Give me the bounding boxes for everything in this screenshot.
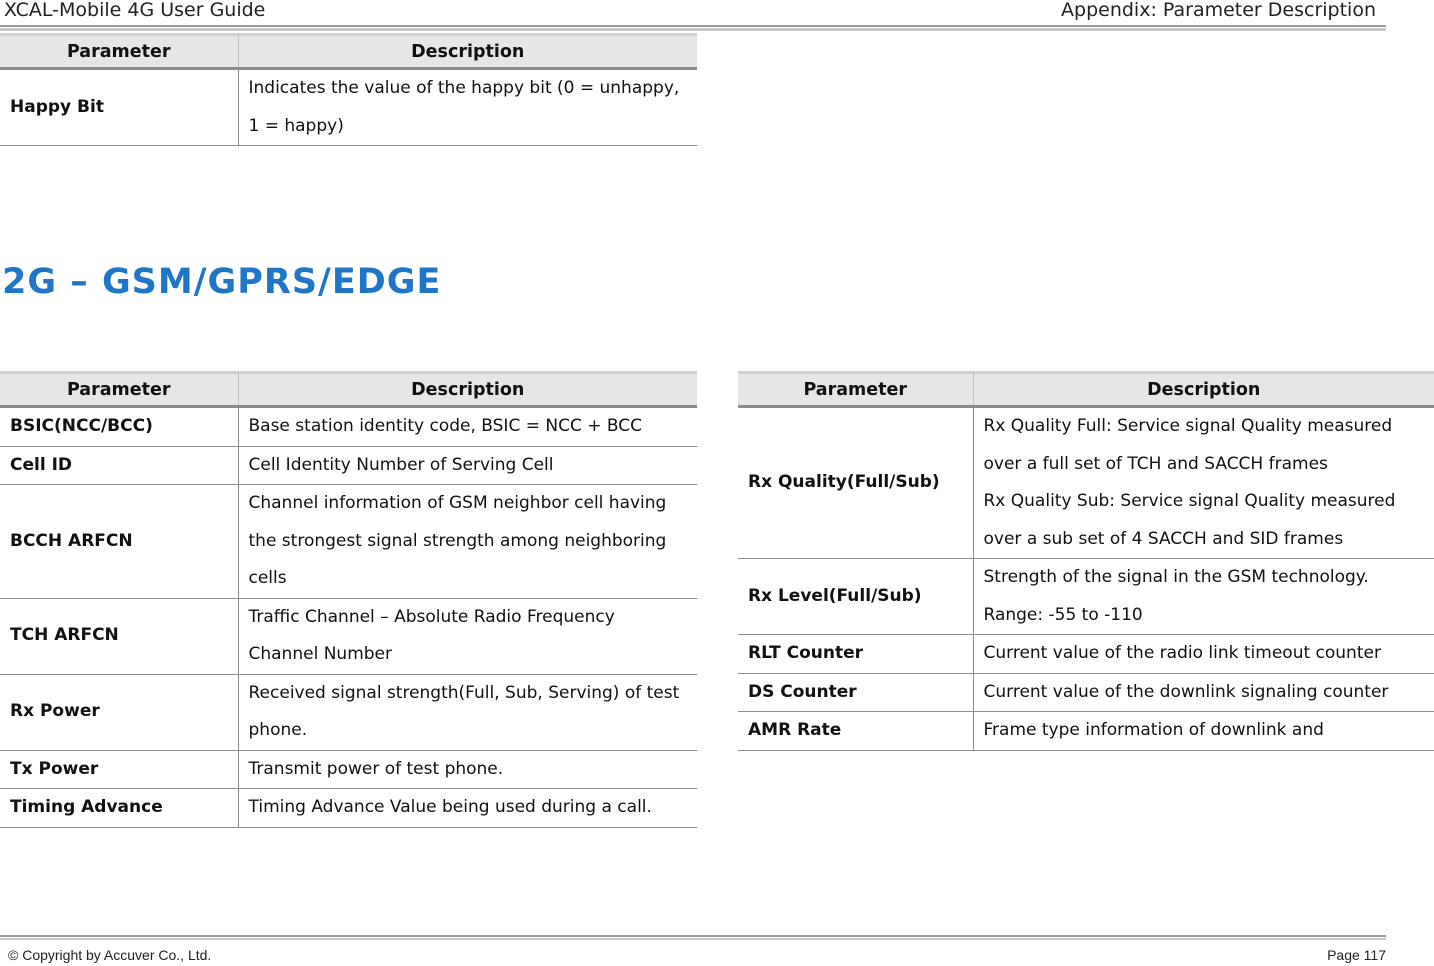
- parameter-description: Base station identity code, BSIC = NCC + BCC: [238, 407, 697, 447]
- table-row: [738, 635, 1434, 674]
- parameter-description: Indicates the value of the happy bit (0 = unhappy, 1 = happy): [238, 69, 697, 146]
- table-row: [0, 750, 697, 789]
- parameter-name: Cell ID: [0, 446, 238, 485]
- parameter-name: Tx Power: [0, 750, 238, 789]
- parameter-name: TCH ARFCN: [0, 598, 238, 674]
- description-line: Range: -55 to -110: [983, 604, 1143, 625]
- section-heading: 2G – GSM/GPRS/EDGE: [2, 262, 442, 302]
- parameter-name: Rx Power: [0, 674, 238, 750]
- column-header-description: Description: [238, 373, 697, 407]
- table-row: [0, 598, 697, 674]
- column-header-description: Description: [973, 373, 1434, 407]
- parameter-description: Received signal strength(Full, Sub, Serving) of test phone.: [238, 674, 697, 750]
- column-header-description: Description: [238, 35, 697, 69]
- parameter-description: Frame type information of downlink and: [973, 712, 1434, 751]
- page-header: [0, 0, 1386, 26]
- parameter-description: [973, 407, 1434, 559]
- table-row: [0, 407, 697, 447]
- parameter-name: DS Counter: [738, 673, 973, 712]
- header-divider: [0, 25, 1386, 27]
- parameter-description: Current value of the downlink signaling counter: [973, 673, 1434, 712]
- parameter-name: RLT Counter: [738, 635, 973, 674]
- table-header-row: [738, 373, 1434, 407]
- description-line: Rx Quality Full: Service signal Quality measured over a full set of TCH and SACCH frames: [983, 416, 1393, 474]
- happy-bit-table: [0, 33, 697, 146]
- table-row: [0, 674, 697, 750]
- parameter-name: AMR Rate: [738, 712, 973, 751]
- parameter-name: Timing Advance: [0, 789, 238, 828]
- table-header-row: [0, 373, 697, 407]
- footer-divider-shadow: [0, 938, 1386, 940]
- column-header-parameter: Parameter: [0, 35, 238, 69]
- table-row: [0, 789, 697, 828]
- table-row: [738, 559, 1434, 635]
- parameter-name: BSIC(NCC/BCC): [0, 407, 238, 447]
- footer-page-number: Page 117: [1327, 947, 1386, 963]
- parameter-description: [973, 559, 1434, 635]
- table-row: [0, 485, 697, 599]
- gsm-parameter-table-right: [738, 371, 1434, 751]
- header-divider-shadow: [0, 28, 1386, 31]
- parameter-name: BCCH ARFCN: [0, 485, 238, 599]
- parameter-description: Transmit power of test phone.: [238, 750, 697, 789]
- parameter-description: Timing Advance Value being used during a call.: [238, 789, 697, 828]
- parameter-description: Current value of the radio link timeout counter: [973, 635, 1434, 674]
- gsm-parameter-table-left: [0, 371, 697, 828]
- parameter-name: Rx Quality(Full/Sub): [738, 407, 973, 559]
- table-row: [738, 712, 1434, 751]
- table-row: [0, 69, 697, 146]
- header-doc-title: XCAL-Mobile 4G User Guide: [4, 0, 266, 21]
- description-line: Rx Quality Sub: Service signal Quality measured over a sub set of 4 SACCH and SID frames: [983, 491, 1396, 549]
- parameter-description: Traffic Channel – Absolute Radio Frequency Channel Number: [238, 598, 697, 674]
- parameter-description: Channel information of GSM neighbor cell having the strongest signal strength among neighboring cells: [238, 485, 697, 599]
- parameter-name: Happy Bit: [0, 69, 238, 146]
- table-row: [738, 407, 1434, 559]
- parameter-description: Cell Identity Number of Serving Cell: [238, 446, 697, 485]
- footer-copyright: © Copyright by Accuver Co., Ltd.: [8, 947, 212, 963]
- table-row: [0, 446, 697, 485]
- column-header-parameter: Parameter: [0, 373, 238, 407]
- description-line: Strength of the signal in the GSM technology.: [983, 567, 1369, 587]
- footer-divider: [0, 935, 1386, 937]
- column-header-parameter: Parameter: [738, 373, 973, 407]
- table-header-row: [0, 35, 697, 69]
- parameter-name: Rx Level(Full/Sub): [738, 559, 973, 635]
- header-section-title: Appendix: Parameter Description: [1061, 0, 1376, 21]
- table-row: [738, 673, 1434, 712]
